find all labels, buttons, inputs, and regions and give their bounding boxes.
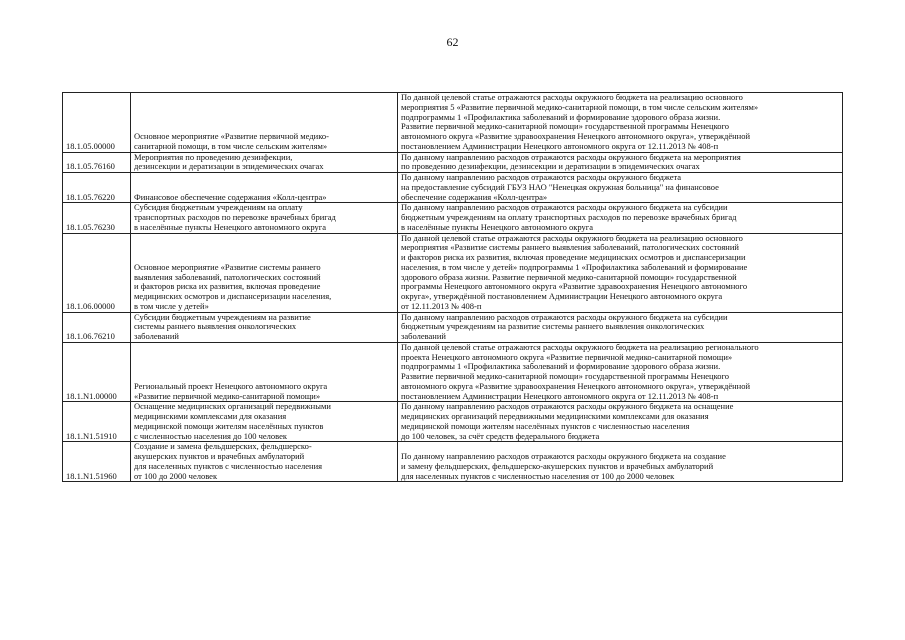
description-cell: По данному направлению расходов отражаются расходы окружного бюджета на мероприятия по проведению дезинфекции, дезинсекции и дератизации в эпидемических очагах [398, 152, 843, 173]
code-cell: 18.1.05.76230 [63, 203, 131, 233]
table-row [63, 203, 843, 233]
code-cell: 18.1.05.76220 [63, 173, 131, 203]
page-number: 62 [446, 35, 459, 49]
name-cell: Мероприятия по проведению дезинфекции, дезинсекции и дератизации в эпидемических очагах [131, 152, 398, 173]
name-cell: Субсидии бюджетным учреждениям на развитие системы раннего выявления онкологических заболеваний [131, 312, 398, 342]
budget-classification-table [62, 92, 843, 482]
description-cell: По данному направлению расходов отражаются расходы окружного бюджета на субсидии бюджетным учреждениям на оплату транспортных расходов по перевозке врачебных бригад в населённые пункты Ненецкого автономного округа [398, 203, 843, 233]
code-cell: 18.1.05.76160 [63, 152, 131, 173]
name-cell: Оснащение медицинских организаций передвижными медицинскими комплексами для оказания медицинской помощи жителям населённых пунктов с численностью населения до 100 человек [131, 402, 398, 442]
table-row [63, 402, 843, 442]
name-cell: Создание и замена фельдшерских, фельдшерско- акушерских пунктов и врачебных амбулаторий для населенных пунктов с численностью населения от 100 до 2000 человек [131, 442, 398, 482]
table-body [63, 93, 843, 482]
table-row [63, 93, 843, 153]
description-cell: По данной целевой статье отражаются расходы окружного бюджета на реализацию основного мероприятия «Развитие системы раннего выявления заболеваний, патологических состояний и факторов риска их развития, включая проведение медицинских осмотров и диспансеризации населения, в том числе у детей» подпрограммы 1 «Профилактика заболеваний и формирование здорового образа жизни. Развитие первичной медико-санитарной помощи» государственной программы Ненецкого автономного округа «Развитие здравоохранения Ненецкого автономного округа», утверждённой постановлением Администрации Ненецкого автономного округа от 12.11.2013 № 408-п [398, 233, 843, 312]
name-cell: Региональный проект Ненецкого автономного округа «Развитие первичной медико-санитарной помощи» [131, 342, 398, 402]
table-row [63, 312, 843, 342]
code-cell: 18.1.06.00000 [63, 233, 131, 312]
name-cell: Финансовое обеспечение содержания «Колл-центра» [131, 173, 398, 203]
code-cell: 18.1.N1.00000 [63, 342, 131, 402]
code-cell: 18.1.06.76210 [63, 312, 131, 342]
table-row [63, 152, 843, 173]
table-row [63, 233, 843, 312]
code-cell: 18.1.05.00000 [63, 93, 131, 153]
description-cell: По данному направлению расходов отражаются расходы окружного бюджета на субсидии бюджетным учреждениям на развитие системы раннего выявления онкологических заболеваний [398, 312, 843, 342]
name-cell: Основное мероприятие «Развитие системы раннего выявления заболеваний, патологических состояний и факторов риска их развития, включая проведение медицинских осмотров и диспансеризации населения, в том числе у детей» [131, 233, 398, 312]
name-cell: Основное мероприятие «Развитие первичной медико- санитарной помощи, в том числе сельским жителям» [131, 93, 398, 153]
description-cell: По данному направлению расходов отражаются расходы окружного бюджета на предоставление субсидий ГБУЗ НАО "Ненецкая окружная больница" на финансовое обеспечение содержания «Колл-центра» [398, 173, 843, 203]
code-cell: 18.1.N1.51910 [63, 402, 131, 442]
description-cell: По данному направлению расходов отражаются расходы окружного бюджета на оснащение медицинских организаций передвижными медицинскими комплексами для оказания медицинской помощи жителям населённых пунктов с численностью населения до 100 человек, за счёт средств федерального бюджета [398, 402, 843, 442]
name-cell: Субсидия бюджетным учреждениям на оплату транспортных расходов по перевозке врачебных бригад в населённые пункты Ненецкого автономного округа [131, 203, 398, 233]
description-cell: По данному направлению расходов отражаются расходы окружного бюджета на создание и замену фельдшерских, фельдшерско-акушерских пунктов и врачебных амбулаторий для населенных пунктов с численностью населения от 100 до 2000 человек [398, 442, 843, 482]
table-row [63, 442, 843, 482]
description-cell: По данной целевой статье отражаются расходы окружного бюджета на реализацию основного мероприятия 5 «Развитие первичной медико-санитарной помощи, в том числе сельским жителям» подпрограммы 1 «Профилактика заболеваний и формирование здорового образа жизни. Развитие первичной медико-санитарной помощи» государственной программы Ненецкого автономного округа «Развитие здравоохранения Ненецкого автономного округа», утверждённой постановлением Администрации Ненецкого автономного округа от 12.11.2013 № 408-п [398, 93, 843, 153]
table-row [63, 173, 843, 203]
table-row [63, 342, 843, 402]
description-cell: По данной целевой статье отражаются расходы окружного бюджета на реализацию регионального проекта Ненецкого автономного округа «Развитие первичной медико-санитарной помощи» подпрограммы 1 «Профилактика заболеваний и формирование здорового образа жизни. Развитие первичной медико-санитарной помощи» государственной программы Ненецкого автономного округа «Развитие здравоохранения Ненецкого автономного округа», утверждённой постановлением Администрации Ненецкого автономного округа от 12.11.2013 № 408-п [398, 342, 843, 402]
code-cell: 18.1.N1.51960 [63, 442, 131, 482]
